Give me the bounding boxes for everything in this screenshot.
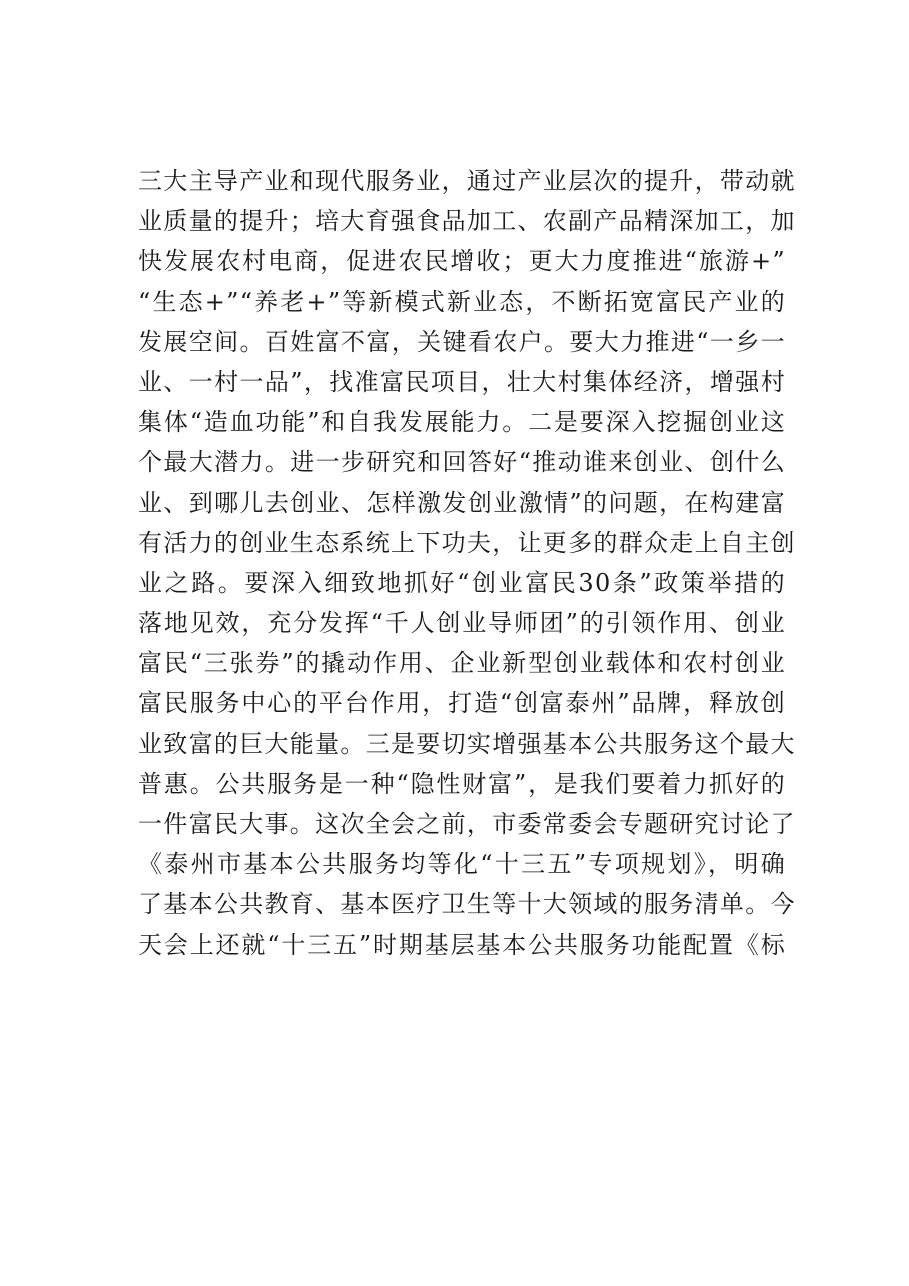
text-line: 业、一村一品”，找准富民项目，壮大村集体经济，增强村 (138, 367, 786, 396)
text-line: 富民“三张券”的撬动作用、企业新型创业载体和农村创业 (138, 649, 786, 678)
text-line: 业质量的提升；培大育强食品加工、农副产品精深加工，加 (138, 207, 796, 236)
text-line: 《泰州市基本公共服务均等化“十三五”专项规划》，明确 (138, 850, 786, 879)
text-line: 天会上还就“十三五”时期基层基本公共服务功能配置《标 (138, 930, 786, 959)
text-line: 富民服务中心的平台作用，打造“创富泰州”品牌，释放创 (138, 689, 786, 718)
text-line: 有活力的创业生态系统上下功夫，让更多的群众走上自主创 (138, 528, 796, 557)
text-line: 了基本公共教育、基本医疗卫生等十大领域的服务清单。今 (138, 890, 796, 919)
text-line: 发展空间。百姓富不富，关键看农户。要大力推进“一乡一 (138, 327, 786, 356)
text-line: 业、到哪儿去创业、怎样激发创业激情”的问题，在构建富 (138, 488, 786, 517)
text-line: 普惠。公共服务是一种“隐性财富”，是我们要着力抓好的 (138, 769, 786, 798)
text-line: 落地见效，充分发挥“千人创业导师团”的引领作用、创业 (138, 609, 786, 638)
text-line: 三大主导产业和现代服务业，通过产业层次的提升，带动就 (138, 167, 796, 195)
body-text (138, 161, 796, 965)
text-line: 业之路。要深入细致地抓好“创业富民30条”政策举措的 (138, 568, 786, 597)
text-line: 快发展农村电商，促进农民增收；更大力度推进“旅游+” (138, 247, 786, 276)
text-line: 一件富民大事。这次全会之前，市委常委会专题研究讨论了 (138, 810, 796, 838)
text-line: 业致富的巨大能量。三是要切实增强基本公共服务这个最大 (138, 729, 796, 758)
text-line: “生态+”“养老+”等新模式新业态，不断拓宽富民产业的 (138, 287, 786, 316)
text-line: 集体“造血功能”和自我发展能力。二是要深入挖掘创业这 (138, 408, 786, 437)
text-line: 个最大潜力。进一步研究和回答好“推动谁来创业、创什么 (138, 448, 786, 477)
